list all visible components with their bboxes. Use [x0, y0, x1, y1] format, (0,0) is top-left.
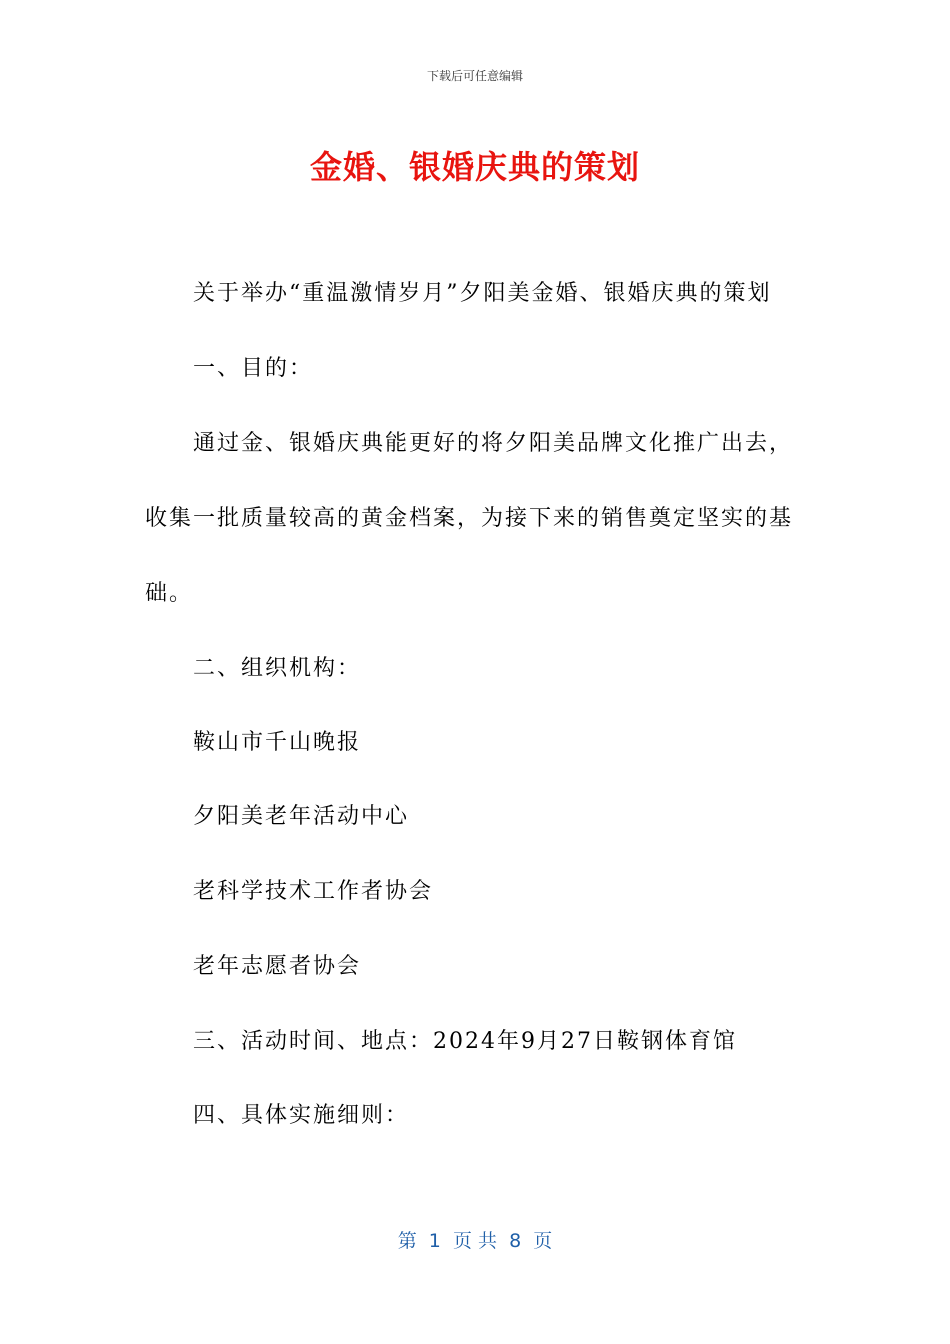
section-heading-purpose: 一、目的： [193, 356, 314, 381]
document-title: 金婚、银婚庆典的策划 [309, 148, 640, 186]
organization-item: 老科学技术工作者协会 [193, 879, 434, 904]
organization-item: 鞍山市千山晚报 [193, 730, 362, 755]
page-number-footer: 第 1 页 共 8 页 [397, 1230, 553, 1252]
section-heading-details: 四、具体实施细则： [193, 1103, 410, 1128]
body-line-purpose-3: 础。 [145, 581, 194, 606]
body-line-purpose-2: 收集一批质量较高的黄金档案，为接下来的销售奠定坚实的基 [145, 506, 794, 531]
organization-item: 老年志愿者协会 [193, 954, 362, 979]
header-note: 下载后可任意编辑 [426, 69, 523, 83]
section-heading-time-place: 三、活动时间、地点：2024年9月27日鞍钢体育馆 [193, 1029, 737, 1054]
section-heading-organization: 二、组织机构： [193, 656, 362, 681]
body-line-intro: 关于举办“重温激情岁月”夕阳美金婚、银婚庆典的策划 [193, 281, 772, 306]
organization-item: 夕阳美老年活动中心 [193, 804, 410, 829]
body-line-purpose-1: 通过金、银婚庆典能更好的将夕阳美品牌文化推广出去， [193, 431, 794, 456]
